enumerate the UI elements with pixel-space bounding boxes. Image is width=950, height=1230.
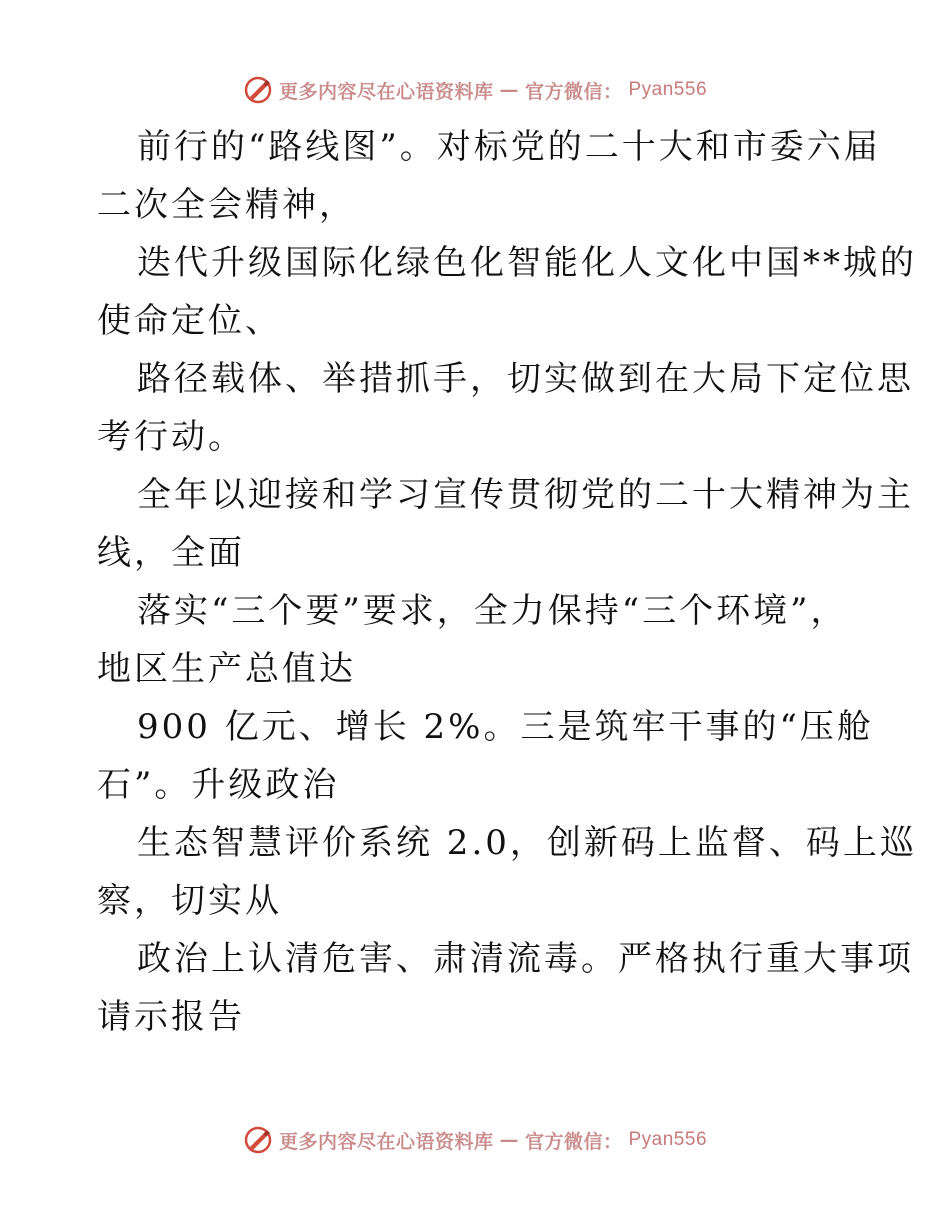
text-line: 生态智慧评价系统 2.0，创新码上监督、码上巡 — [137, 823, 917, 863]
watermark-wechat-id: Pyan556 — [628, 1129, 708, 1150]
document-body — [97, 118, 917, 1046]
watermark-wechat-label: 官方微信： — [524, 1130, 623, 1153]
text-line: 请示报告 — [97, 997, 245, 1037]
text-line: 地区生产总值达 — [97, 649, 356, 689]
header-watermark — [0, 70, 950, 110]
text-line: 线，全面 — [97, 533, 245, 573]
text-line: 使命定位、 — [97, 301, 282, 341]
watermark-dash: — — [499, 1129, 519, 1151]
text-line: 前行的“路线图”。对标党的二十大和市委六届 — [137, 127, 881, 167]
watermark-site-text: 更多内容尽在心语资料库 — [278, 1130, 494, 1153]
text-line: 考行动。 — [97, 417, 245, 457]
text-line: 察，切实从 — [97, 881, 282, 921]
text-line: 全年以迎接和学习宣传贯彻党的二十大精神为主 — [137, 475, 914, 515]
watermark-wechat-id: Pyan556 — [628, 79, 708, 100]
text-line: 900 亿元、增长 2%。三是筑牢干事的“压舱 — [137, 707, 874, 747]
watermark-wechat-label: 官方微信： — [524, 80, 623, 103]
pen-logo-icon — [243, 75, 273, 105]
pen-logo-icon — [243, 1125, 273, 1155]
text-line: 石”。升级政治 — [97, 765, 340, 805]
text-line: 落实“三个要”要求，全力保持“三个环境”， — [137, 591, 848, 631]
footer-watermark — [0, 1120, 950, 1160]
watermark-site-text: 更多内容尽在心语资料库 — [278, 80, 494, 103]
text-line: 路径载体、举措抓手，切实做到在大局下定位思 — [137, 359, 914, 399]
watermark-dash: — — [499, 79, 519, 101]
text-line: 迭代升级国际化绿色化智能化人文化中国**城的 — [137, 243, 917, 283]
text-line: 二次全会精神， — [97, 185, 356, 225]
text-line: 政治上认清危害、肃清流毒。严格执行重大事项 — [137, 939, 914, 979]
